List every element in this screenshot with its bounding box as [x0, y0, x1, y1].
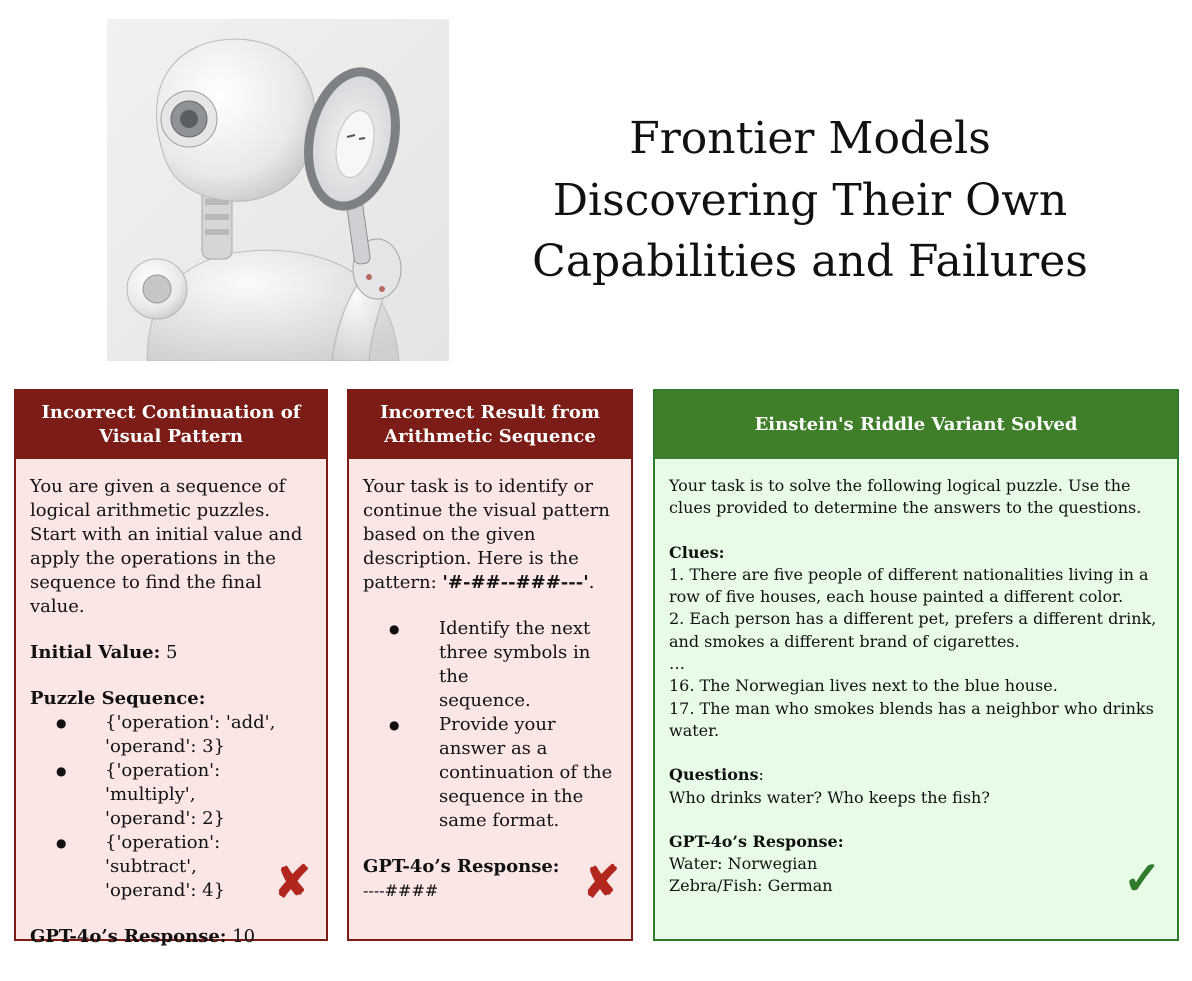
list-item-line: Identify the next — [439, 618, 591, 639]
list-item-line: {'operation': 'add', — [105, 712, 276, 733]
card-header-line-2: Visual Pattern — [99, 426, 243, 447]
card-visual-pattern — [14, 389, 328, 947]
card-body — [655, 459, 1177, 908]
clues-label: Clues: — [669, 542, 725, 562]
card-einstein-riddle — [653, 389, 1179, 941]
bullet-icon: ● — [56, 764, 67, 778]
response-row — [30, 925, 312, 949]
bullet-icon: ● — [56, 836, 67, 850]
bullet-icon: ● — [389, 622, 400, 636]
list-item-line: continuation of the — [439, 762, 613, 783]
title-line-2: Discovering Their Own — [552, 174, 1068, 226]
list-item-line: 'operand': 2} — [105, 808, 226, 829]
card-header-line-1: Incorrect Continuation of — [41, 401, 301, 423]
list-item — [30, 831, 312, 903]
response-label: GPT-4o’s Response: — [669, 831, 844, 851]
x-mark-icon: ✘ — [583, 857, 620, 908]
card-arithmetic-sequence — [347, 389, 633, 941]
list-item-line: 'operand': 3} — [105, 736, 226, 757]
questions-label-row — [669, 764, 1163, 786]
clue-line: and smokes a different brand of cigarettes. — [669, 631, 1020, 651]
list-item-line: answer as a — [439, 738, 548, 759]
card-body — [349, 459, 631, 913]
clue-line: … — [669, 654, 685, 674]
title-line-1: Frontier Models — [629, 113, 991, 164]
x-mark-icon: ✘ — [274, 857, 311, 908]
questions-label: Questions — [669, 765, 759, 785]
answer-line: Zebra/Fish: German — [669, 876, 833, 896]
list-item-line: 'operand': 4} — [105, 880, 226, 901]
pattern-end: . — [588, 572, 595, 593]
initial-value-row — [30, 641, 312, 665]
pattern-text: '#-##--###---' — [442, 572, 589, 593]
list-item-line: sequence. — [439, 690, 531, 711]
check-mark-icon: ✓ — [1123, 851, 1162, 905]
card-intro-row — [363, 475, 617, 595]
robot-illustration — [107, 19, 449, 361]
bullet-icon: ● — [56, 716, 67, 730]
list-item-line: same format. — [439, 810, 560, 831]
answer-line: Water: Norwegian — [669, 854, 818, 874]
card-header-line-2: Arithmetic Sequence — [384, 426, 596, 447]
list-item-line: {'operation': 'multiply', — [105, 760, 221, 805]
questions-colon: : — [758, 765, 764, 785]
list-item — [30, 711, 312, 759]
sequence-label: Puzzle Sequence: — [30, 688, 206, 709]
clue-line: 2. Each person has a different pet, prefers a different drink, — [669, 609, 1157, 629]
card-header — [349, 391, 631, 459]
response-value: ----#### — [363, 881, 439, 900]
questions-text: Who drinks water? Who keeps the fish? — [669, 787, 990, 807]
response-label: GPT-4o’s Response: — [30, 926, 227, 947]
instruction-list — [363, 617, 617, 833]
card-intro: You are given a sequence of logical arithmetic puzzles. Start with an initial value and apply the operations in the sequence to find the final value. — [30, 476, 303, 617]
clue-line: water. — [669, 720, 720, 740]
list-item — [363, 713, 617, 833]
response-label: GPT-4o’s Response: — [363, 856, 560, 877]
card-header — [655, 391, 1177, 459]
list-item-line: sequence in the — [439, 786, 584, 807]
list-item — [363, 617, 617, 713]
clues-list — [669, 564, 1163, 742]
list-item-line: Provide your — [439, 714, 556, 735]
initial-value: 5 — [166, 642, 178, 663]
title-line-3: Capabilities and Failures — [532, 236, 1088, 288]
clue-line: 16. The Norwegian lives next to the blue house. — [669, 676, 1058, 696]
card-intro: Your task is to solve the following logical puzzle. Use the clues provided to determine the answers to the questions. — [669, 476, 1142, 518]
clue-line: 17. The man who smokes blends has a neighbor who drinks — [669, 698, 1154, 718]
list-item — [30, 759, 312, 831]
page-title — [520, 108, 1100, 293]
card-header-text: Einstein's Riddle Variant Solved — [754, 413, 1078, 435]
card-header-line-1: Incorrect Result from — [380, 401, 600, 423]
sequence-list — [30, 711, 312, 903]
bullet-icon: ● — [389, 718, 400, 732]
card-intro: Your task is to identify or continue the visual pattern based on the given description. Here is the pattern: — [363, 476, 610, 593]
clue-line: 1. There are five people of different nationalities living in a — [669, 564, 1149, 584]
list-item-line: {'operation': 'subtract', — [105, 832, 221, 877]
card-header — [16, 391, 326, 459]
response-value: 10 — [232, 926, 256, 947]
list-item-line: three symbols in the — [439, 642, 591, 687]
clue-line: row of five houses, each house painted a different color. — [669, 587, 1124, 607]
initial-value-label: Initial Value: — [30, 642, 161, 663]
